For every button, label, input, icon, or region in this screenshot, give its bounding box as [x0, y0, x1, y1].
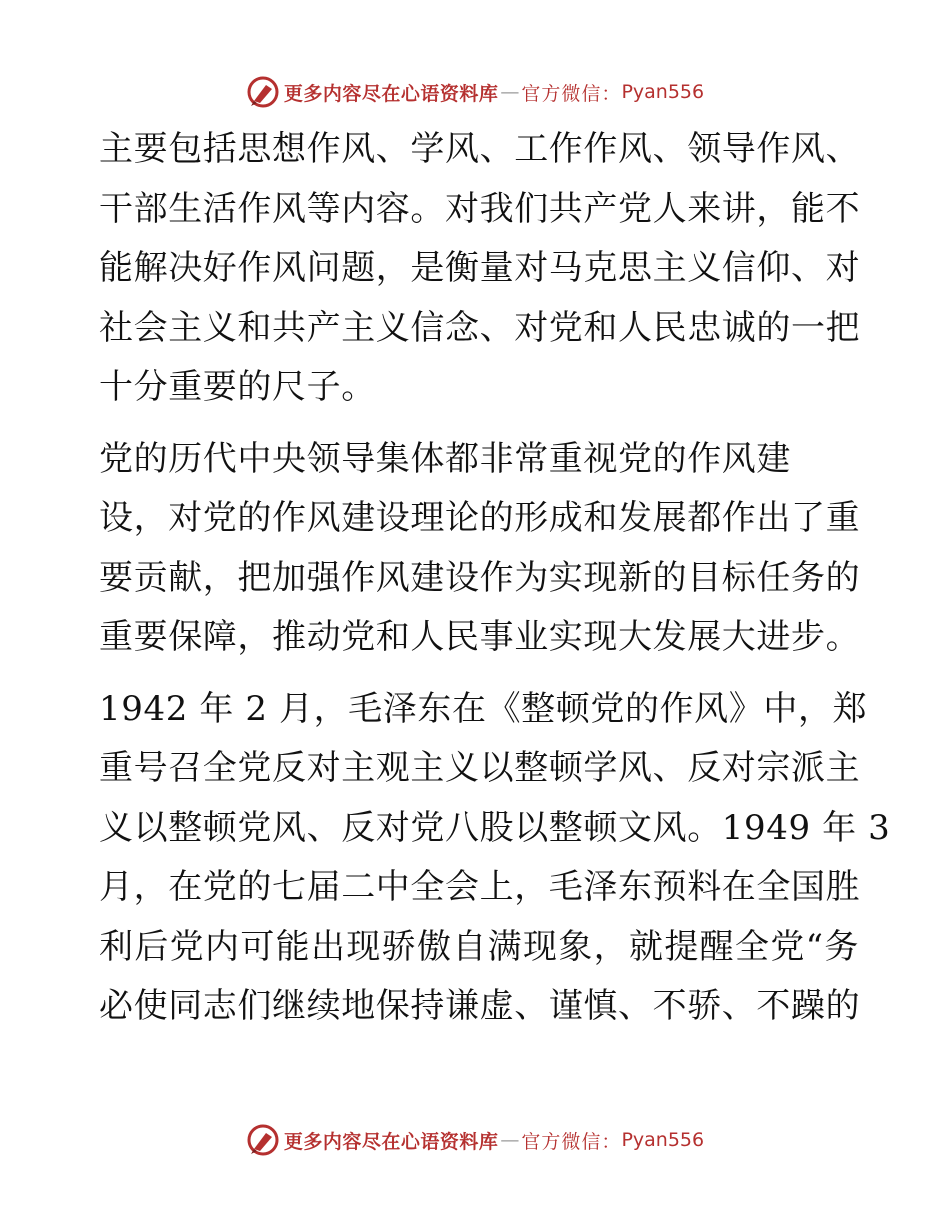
text-line: 重号召全党反对主观主义以整顿学风、反对宗派主 — [99, 748, 861, 788]
footer-separator: — — [500, 1129, 520, 1151]
paragraph-2 — [99, 430, 859, 668]
header-banner — [0, 72, 950, 112]
text-line: 能解决好作风问题，是衡量对马克思主义信仰、对 — [99, 248, 861, 288]
pen-nib-logo-icon — [246, 75, 280, 109]
text-line: 干部生活作风等内容。对我们共产党人来讲，能不 — [99, 188, 861, 229]
header-brand: 更多内容尽在心语资料库 — [283, 82, 499, 105]
text-line: 月，在党的七届二中全会上，毛泽东预料在全国胜 — [99, 867, 861, 907]
footer-brand: 更多内容尽在心语资料库 — [283, 1130, 499, 1153]
text-line: 设，对党的作风建设理论的形成和发展都作出了重 — [99, 498, 861, 538]
text-line: 重要保障，推动党和人民事业实现大发展大进步。 — [99, 617, 861, 657]
footer-contact-label: 官方微信： — [521, 1130, 622, 1153]
header-contact-label: 官方微信： — [521, 82, 622, 105]
text-line: 1942 年 2 月，毛泽东在《整顿党的作风》中，郑 — [99, 688, 868, 729]
text-line: 要贡献，把加强作风建设作为实现新的目标任务的 — [99, 557, 861, 598]
text-line: 主要包括思想作风、学风、工作作风、领导作风、 — [99, 129, 861, 169]
text-line: 社会主义和共产主义信念、对党和人民忠诚的一把 — [99, 307, 861, 348]
paragraph-1 — [99, 120, 859, 418]
footer-banner — [0, 1120, 950, 1160]
pen-nib-logo-icon — [246, 1123, 280, 1157]
text-line: 必使同志们继续地保持谦虚、谨慎、不骄、不躁的 — [99, 986, 861, 1026]
header-contact-id: Pyan556 — [621, 81, 705, 103]
text-line: 党的历代中央领导集体都非常重视党的作风建 — [99, 438, 791, 479]
header-separator: — — [500, 81, 520, 103]
text-line: 利后党内可能出现骄傲自满现象，就提醒全党“务 — [99, 926, 859, 967]
footer-contact-id: Pyan556 — [621, 1129, 705, 1151]
paragraph-3 — [99, 680, 891, 1037]
document-body — [99, 120, 891, 1037]
text-line: 义以整顿党风、反对党八股以整顿文风。1949 年 3 — [99, 807, 891, 848]
text-line: 十分重要的尺子。 — [99, 367, 376, 407]
